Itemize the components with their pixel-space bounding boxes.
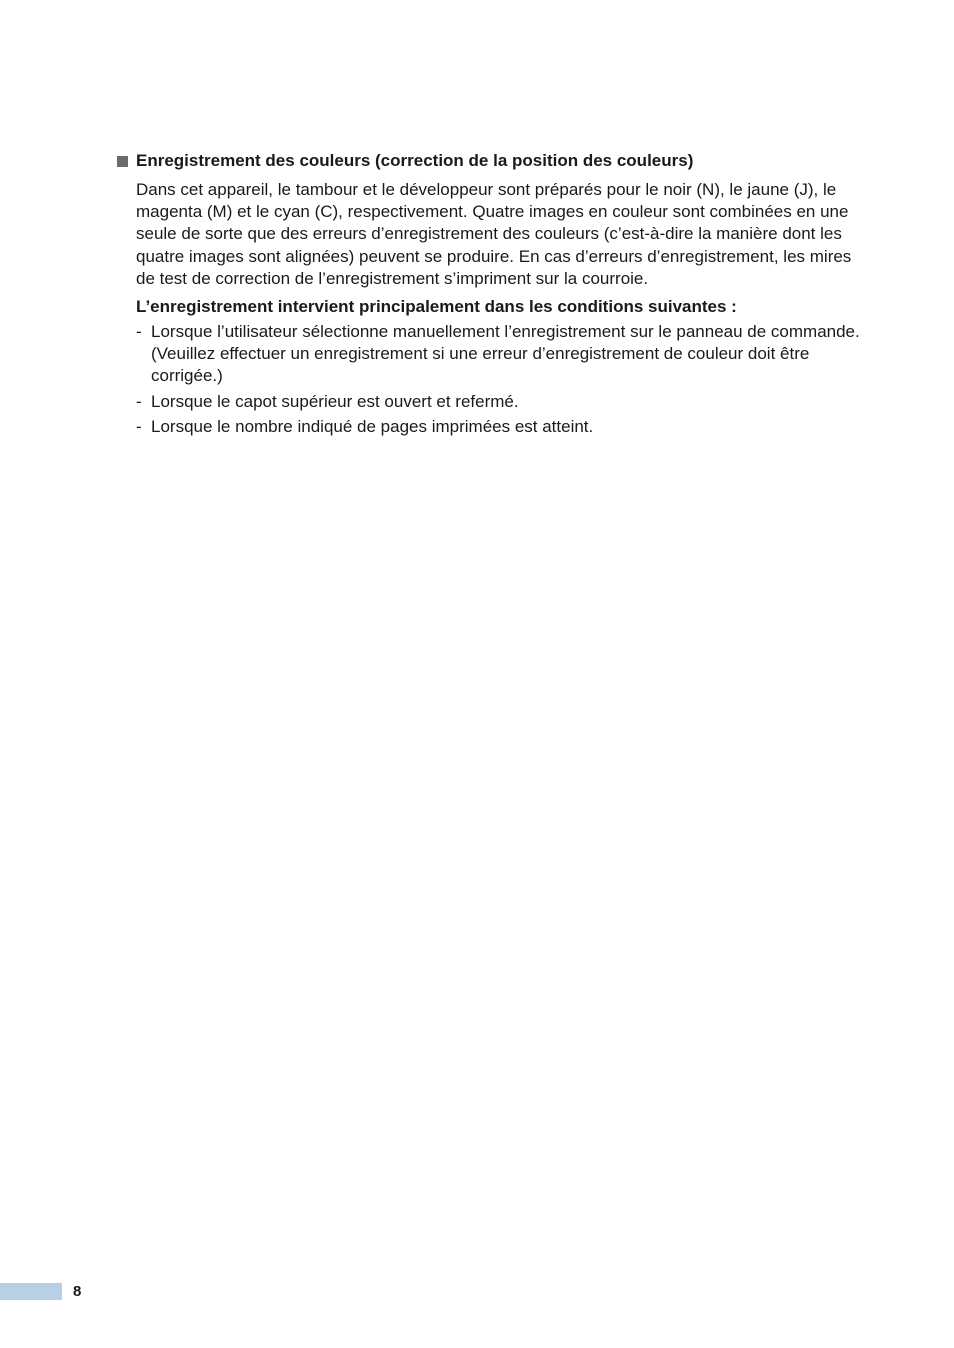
document-section bbox=[117, 150, 862, 441]
list-item-text: Lorsque le nombre indiqué de pages imprimées est atteint. bbox=[151, 416, 594, 436]
dash-marker: - bbox=[136, 322, 142, 342]
conditions-subheading: L’enregistrement intervient principalement dans les conditions suivantes : bbox=[136, 297, 737, 317]
list-item-text: Lorsque le capot supérieur est ouvert et refermé. bbox=[151, 391, 519, 411]
section-heading bbox=[117, 150, 862, 172]
dash-marker: - bbox=[136, 416, 142, 436]
page-number: 8 bbox=[73, 1283, 82, 1300]
list-item-text: Lorsque l’utilisateur sélectionne manuellement l’enregistrement sur le panneau de commande. bbox=[151, 322, 860, 342]
list-item bbox=[136, 416, 862, 438]
list-item bbox=[136, 391, 862, 413]
page-footer bbox=[0, 1283, 81, 1300]
section-body bbox=[136, 179, 862, 438]
list-item-note: (Veuillez effectuer un enregistrement si une erreur d’enregistrement de couleur doit être corrigée.) bbox=[151, 344, 810, 386]
dash-marker: - bbox=[136, 391, 142, 411]
page-number-bar bbox=[0, 1283, 62, 1300]
section-heading-text: Enregistrement des couleurs (correction de la position des couleurs) bbox=[136, 151, 694, 170]
conditions-list bbox=[136, 321, 862, 438]
body-paragraph: Dans cet appareil, le tambour et le développeur sont préparés pour le noir (N), le jaune (J), le magenta (M) et le cyan (C), respectivement. Quatre images en couleur sont combinées en une seule de sorte que des erreurs d’enregistrement des couleurs (c’est-à-dire la manière dont les quatre images sont alignées) peuvent se produire. En cas d’erreurs d’enregistrement, les mires de test de correction de l’enregistrement s’impriment sur la courroie. bbox=[136, 180, 852, 288]
square-bullet-icon bbox=[117, 156, 128, 167]
list-item bbox=[136, 321, 862, 388]
